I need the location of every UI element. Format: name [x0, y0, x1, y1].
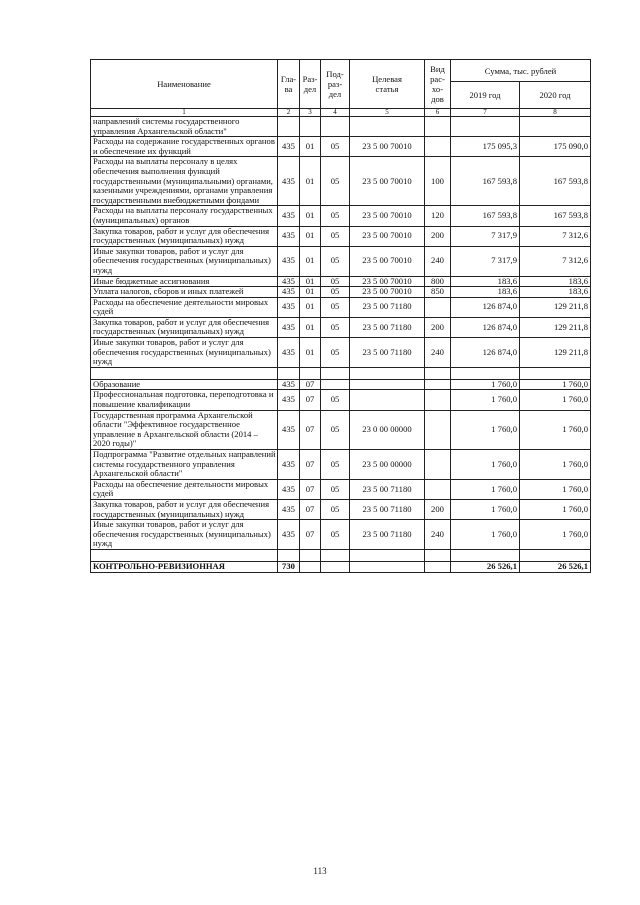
row-value-2019: 1 760,0 — [451, 520, 520, 550]
row-value-2019: 1 760,0 — [451, 410, 520, 449]
row-value-2019: 183,6 — [451, 287, 520, 298]
table-row — [91, 137, 591, 157]
row-target: 23 5 00 00000 — [350, 450, 425, 480]
row-target: 23 5 00 70010 — [350, 246, 425, 276]
row-value-2019: 126 874,0 — [451, 338, 520, 368]
row-value-2019: 175 095,3 — [451, 137, 520, 157]
budget-table — [90, 59, 591, 573]
row-vid — [425, 297, 451, 317]
row-glava: 435 — [278, 520, 300, 550]
row-name: Закупка товаров, работ и услуг для обеспечения государственных (муниципальных) нужд — [91, 317, 278, 337]
row-target: 23 5 00 70010 — [350, 276, 425, 287]
table-row — [91, 520, 591, 550]
row-vid: 100 — [425, 157, 451, 206]
row-razdel: 07 — [300, 410, 321, 449]
column-index: 2 — [278, 109, 300, 117]
table-row — [91, 450, 591, 480]
row-glava: 435 — [278, 287, 300, 298]
column-index: 3 — [300, 109, 321, 117]
row-target: 23 5 00 71180 — [350, 479, 425, 499]
row-value-2019: 183,6 — [451, 276, 520, 287]
row-name: Подпрограмма "Развитие отдельных направлений системы государственного управления Архангельской области" — [91, 450, 278, 480]
empty-cell — [321, 367, 350, 379]
column-index: 1 — [91, 109, 278, 117]
row-value-2019 — [451, 117, 520, 137]
column-index: 5 — [350, 109, 425, 117]
row-vid: 800 — [425, 276, 451, 287]
table-row — [91, 499, 591, 519]
row-razdel: 01 — [300, 246, 321, 276]
empty-cell — [278, 367, 300, 379]
row-name: Иные бюджетные ассигнования — [91, 276, 278, 287]
row-value-2020: 1 760,0 — [520, 390, 591, 410]
row-value-2019: 167 593,8 — [451, 157, 520, 206]
table-row — [91, 276, 591, 287]
row-glava: 435 — [278, 276, 300, 287]
header-vid: Вид рас- хо- дов — [425, 60, 451, 109]
table-row — [91, 226, 591, 246]
row-glava: 435 — [278, 338, 300, 368]
row-value-2020 — [520, 117, 591, 137]
row-value-2020: 1 760,0 — [520, 520, 591, 550]
row-glava: 435 — [278, 450, 300, 480]
header-2019: 2019 год — [451, 82, 520, 109]
row-podrazdel: 05 — [321, 246, 350, 276]
row-podrazdel: 05 — [321, 479, 350, 499]
empty-cell — [520, 367, 591, 379]
row-value-2020: 1 760,0 — [520, 379, 591, 390]
row-razdel: 07 — [300, 450, 321, 480]
row-vid — [425, 117, 451, 137]
table-row — [91, 287, 591, 298]
budget-table-page — [90, 59, 590, 573]
row-value-2020: 1 760,0 — [520, 499, 591, 519]
row-glava: 435 — [278, 246, 300, 276]
row-glava: 730 — [278, 561, 300, 572]
row-target: 23 5 00 71180 — [350, 520, 425, 550]
column-index: 6 — [425, 109, 451, 117]
empty-cell — [321, 549, 350, 561]
header-podrazdel: Под- раз- дел — [321, 60, 350, 109]
row-vid: 850 — [425, 287, 451, 298]
row-vid: 200 — [425, 499, 451, 519]
table-row — [91, 367, 591, 379]
row-razdel — [300, 117, 321, 137]
table-row — [91, 297, 591, 317]
empty-cell — [425, 549, 451, 561]
table-row — [91, 338, 591, 368]
row-name: Расходы на выплаты персоналу в целях обеспечения выполнения функций государственными (муниципальными) органами, казенными учреждениями, органами управления государственными внебюджетными фондами — [91, 157, 278, 206]
empty-cell — [300, 367, 321, 379]
table-row — [91, 561, 591, 572]
row-vid: 120 — [425, 206, 451, 226]
row-vid — [425, 137, 451, 157]
empty-cell — [91, 549, 278, 561]
row-target — [350, 390, 425, 410]
row-razdel — [300, 561, 321, 572]
row-razdel: 01 — [300, 276, 321, 287]
row-name: Расходы на обеспечение деятельности мировых судей — [91, 479, 278, 499]
row-podrazdel: 05 — [321, 499, 350, 519]
row-value-2020: 129 211,8 — [520, 297, 591, 317]
row-target: 23 5 00 71180 — [350, 297, 425, 317]
empty-cell — [520, 549, 591, 561]
row-vid — [425, 410, 451, 449]
row-vid: 240 — [425, 338, 451, 368]
row-name: Расходы на содержание государственных органов и обеспечение их функций — [91, 137, 278, 157]
row-vid: 240 — [425, 520, 451, 550]
row-glava: 435 — [278, 157, 300, 206]
table-body — [91, 117, 591, 573]
header-target: Целевая статья — [350, 60, 425, 109]
table-row — [91, 117, 591, 137]
row-glava: 435 — [278, 137, 300, 157]
row-value-2020: 167 593,8 — [520, 206, 591, 226]
row-podrazdel: 05 — [321, 297, 350, 317]
row-podrazdel — [321, 117, 350, 137]
empty-cell — [350, 367, 425, 379]
row-podrazdel: 05 — [321, 276, 350, 287]
row-razdel: 01 — [300, 157, 321, 206]
row-vid — [425, 561, 451, 572]
row-glava: 435 — [278, 226, 300, 246]
row-value-2020: 1 760,0 — [520, 479, 591, 499]
row-podrazdel: 05 — [321, 317, 350, 337]
row-podrazdel: 05 — [321, 206, 350, 226]
row-vid — [425, 379, 451, 390]
row-podrazdel: 05 — [321, 410, 350, 449]
row-target: 23 5 00 70010 — [350, 137, 425, 157]
row-podrazdel: 05 — [321, 338, 350, 368]
row-podrazdel: 05 — [321, 157, 350, 206]
row-razdel: 07 — [300, 479, 321, 499]
row-glava: 435 — [278, 297, 300, 317]
row-value-2020: 1 760,0 — [520, 410, 591, 449]
row-target — [350, 379, 425, 390]
row-podrazdel — [321, 561, 350, 572]
row-razdel: 07 — [300, 499, 321, 519]
row-value-2020: 129 211,8 — [520, 317, 591, 337]
row-name: Государственная программа Архангельской области "Эффективное государственное управление в Архангельской области (2014 – 2020 годы)" — [91, 410, 278, 449]
row-podrazdel — [321, 379, 350, 390]
row-value-2020: 183,6 — [520, 276, 591, 287]
empty-cell — [451, 367, 520, 379]
row-value-2020: 167 593,8 — [520, 157, 591, 206]
header-glava: Гла- ва — [278, 60, 300, 109]
empty-cell — [300, 549, 321, 561]
row-target: 23 5 00 71180 — [350, 338, 425, 368]
row-razdel: 07 — [300, 390, 321, 410]
row-target: 23 0 00 00000 — [350, 410, 425, 449]
row-razdel: 01 — [300, 338, 321, 368]
row-value-2020: 7 312,6 — [520, 226, 591, 246]
row-vid — [425, 390, 451, 410]
row-vid — [425, 479, 451, 499]
row-name: Профессиональная подготовка, переподготовка и повышение квалификации — [91, 390, 278, 410]
row-value-2020: 129 211,8 — [520, 338, 591, 368]
row-name: КОНТРОЛЬНО-РЕВИЗИОННАЯ — [91, 561, 278, 572]
row-value-2019: 26 526,1 — [451, 561, 520, 572]
row-value-2020: 175 090,0 — [520, 137, 591, 157]
row-value-2019: 1 760,0 — [451, 450, 520, 480]
row-razdel: 01 — [300, 297, 321, 317]
row-podrazdel: 05 — [321, 390, 350, 410]
row-razdel: 01 — [300, 206, 321, 226]
column-index: 8 — [520, 109, 591, 117]
row-target: 23 5 00 70010 — [350, 157, 425, 206]
column-index: 7 — [451, 109, 520, 117]
row-podrazdel: 05 — [321, 450, 350, 480]
table-row — [91, 379, 591, 390]
row-target: 23 5 00 71180 — [350, 499, 425, 519]
row-razdel: 07 — [300, 520, 321, 550]
page-number: 113 — [313, 866, 327, 876]
empty-cell — [91, 367, 278, 379]
table-row — [91, 246, 591, 276]
row-podrazdel: 05 — [321, 520, 350, 550]
row-vid — [425, 450, 451, 480]
row-podrazdel: 05 — [321, 137, 350, 157]
header-razdel: Раз- дел — [300, 60, 321, 109]
row-value-2020: 7 312,6 — [520, 246, 591, 276]
row-glava: 435 — [278, 317, 300, 337]
empty-cell — [350, 549, 425, 561]
table-row — [91, 157, 591, 206]
table-row — [91, 479, 591, 499]
row-vid: 200 — [425, 317, 451, 337]
row-value-2019: 1 760,0 — [451, 479, 520, 499]
row-name: направлений системы государственного управления Архангельской области" — [91, 117, 278, 137]
header-name: Наименование — [91, 60, 278, 109]
row-value-2019: 167 593,8 — [451, 206, 520, 226]
row-value-2020: 26 526,1 — [520, 561, 591, 572]
row-glava — [278, 117, 300, 137]
table-row — [91, 390, 591, 410]
row-glava: 435 — [278, 410, 300, 449]
table-row — [91, 410, 591, 449]
row-value-2019: 7 317,9 — [451, 226, 520, 246]
row-vid: 200 — [425, 226, 451, 246]
column-index: 4 — [321, 109, 350, 117]
row-target: 23 5 00 70010 — [350, 226, 425, 246]
row-name: Иные закупки товаров, работ и услуг для обеспечения государственных (муниципальных) нужд — [91, 338, 278, 368]
row-value-2019: 7 317,9 — [451, 246, 520, 276]
row-razdel: 07 — [300, 379, 321, 390]
row-target: 23 5 00 70010 — [350, 206, 425, 226]
row-value-2019: 1 760,0 — [451, 390, 520, 410]
table-row — [91, 549, 591, 561]
row-podrazdel: 05 — [321, 287, 350, 298]
row-glava: 435 — [278, 379, 300, 390]
row-target: 23 5 00 71180 — [350, 317, 425, 337]
row-target — [350, 117, 425, 137]
row-name: Закупка товаров, работ и услуг для обеспечения государственных (муниципальных) нужд — [91, 226, 278, 246]
row-glava: 435 — [278, 499, 300, 519]
header-2020: 2020 год — [520, 82, 591, 109]
row-razdel: 01 — [300, 226, 321, 246]
row-name: Иные закупки товаров, работ и услуг для обеспечения государственных (муниципальных) нужд — [91, 246, 278, 276]
empty-cell — [425, 367, 451, 379]
row-glava: 435 — [278, 390, 300, 410]
row-vid: 240 — [425, 246, 451, 276]
row-name: Расходы на обеспечение деятельности мировых судей — [91, 297, 278, 317]
row-target — [350, 561, 425, 572]
row-value-2020: 1 760,0 — [520, 450, 591, 480]
header-sum: Сумма, тыс. рублей — [451, 60, 591, 82]
column-index-row — [91, 109, 591, 117]
row-name: Иные закупки товаров, работ и услуг для обеспечения государственных (муниципальных) нужд — [91, 520, 278, 550]
row-value-2019: 1 760,0 — [451, 379, 520, 390]
row-value-2020: 183,6 — [520, 287, 591, 298]
row-razdel: 01 — [300, 317, 321, 337]
table-row — [91, 317, 591, 337]
row-value-2019: 1 760,0 — [451, 499, 520, 519]
empty-cell — [451, 549, 520, 561]
row-razdel: 01 — [300, 137, 321, 157]
row-name: Уплата налогов, сборов и иных платежей — [91, 287, 278, 298]
row-name: Расходы на выплаты персоналу государственных (муниципальных) органов — [91, 206, 278, 226]
row-name: Образование — [91, 379, 278, 390]
row-value-2019: 126 874,0 — [451, 297, 520, 317]
row-value-2019: 126 874,0 — [451, 317, 520, 337]
row-glava: 435 — [278, 479, 300, 499]
row-glava: 435 — [278, 206, 300, 226]
table-row — [91, 206, 591, 226]
row-podrazdel: 05 — [321, 226, 350, 246]
row-razdel: 01 — [300, 287, 321, 298]
empty-cell — [278, 549, 300, 561]
row-target: 23 5 00 70010 — [350, 287, 425, 298]
row-name: Закупка товаров, работ и услуг для обеспечения государственных (муниципальных) нужд — [91, 499, 278, 519]
